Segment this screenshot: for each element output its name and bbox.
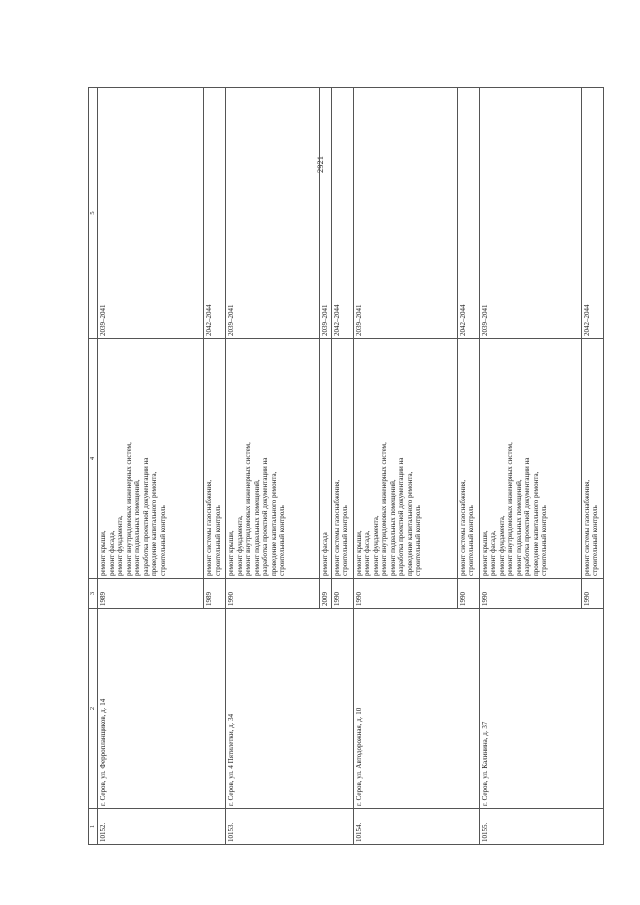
column-header-1: 1 xyxy=(89,809,98,845)
year: 1990 xyxy=(331,579,353,609)
year: 1990 xyxy=(479,579,581,609)
column-header-4: 4 xyxy=(89,339,98,579)
rotated-table-container xyxy=(88,87,600,845)
period: 2039–2041 xyxy=(479,88,581,339)
year: 1990 xyxy=(353,579,457,609)
works: ремонт крыши, ремонт фасада, ремонт фундамента, ремонт внутридомовых инженерных систем, ремонт подвальных помещений, разработка проектной документации на проведение капитального ремонта, строительный контроль xyxy=(479,339,581,579)
works: ремонт системы газоснабжения, строительный контроль xyxy=(204,339,226,579)
period: 2042–2044 xyxy=(204,88,226,339)
page-number-text: 2921 xyxy=(315,156,325,173)
address: г. Серов, ул. Автодорожная, д. 10 xyxy=(353,609,479,809)
address: г. Серов, ул. 4 Пятилетки, д. 34 xyxy=(226,609,354,809)
row-number: 10154. xyxy=(353,809,479,845)
year: 1990 xyxy=(581,579,603,609)
works: ремонт системы газоснабжения, строительный контроль xyxy=(581,339,603,579)
table-row xyxy=(98,88,204,845)
table-row xyxy=(226,88,320,845)
repair-schedule-table xyxy=(88,87,604,845)
table-row xyxy=(353,88,457,845)
column-header-2: 2 xyxy=(89,609,98,809)
works: ремонт крыши, ремонт фундамента, ремонт внутридомовых инженерных систем, ремонт подвальных помещений, разработка проектной документации на проведение капитального ремонта, строительный контроль xyxy=(226,339,320,579)
year: 1989 xyxy=(204,579,226,609)
period: 2042–2044 xyxy=(581,88,603,339)
period: 2039–2041 xyxy=(320,88,332,339)
works: ремонт системы газоснабжения, строительный контроль xyxy=(457,339,479,579)
header-row xyxy=(89,88,98,845)
row-number: 10152. xyxy=(98,809,226,845)
year: 1989 xyxy=(98,579,204,609)
row-number: 10155. xyxy=(479,809,603,845)
period: 2042–2044 xyxy=(331,88,353,339)
year: 1990 xyxy=(226,579,320,609)
row-number: 10153. xyxy=(226,809,354,845)
year: 1990 xyxy=(457,579,479,609)
works: ремонт крыши, ремонт фасада, ремонт фундамента, ремонт внутридомовых инженерных систем, ремонт подвальных помещений, разработка проектной документации на проведение капитального ремонта, строительный контроль xyxy=(353,339,457,579)
works: ремонт фасада xyxy=(320,339,332,579)
period: 2039–2041 xyxy=(353,88,457,339)
works: ремонт системы газоснабжения, строительный контроль xyxy=(331,339,353,579)
year: 2009 xyxy=(320,579,332,609)
address: г. Серов, ул. Калинина, д. 37 xyxy=(479,609,603,809)
column-header-5: 5 xyxy=(89,88,98,339)
works: ремонт крыши, ремонт фасада, ремонт фундамента, ремонт внутридомовых инженерных систем, ремонт подвальных помещений, разработка проектной документации на проведение капитального ремонта, строительный контроль xyxy=(98,339,204,579)
column-header-3: 3 xyxy=(89,579,98,609)
period: 2042–2044 xyxy=(457,88,479,339)
address: г. Серов, ул. Ферропланщиков, д. 14 xyxy=(98,609,226,809)
period: 2039–2041 xyxy=(226,88,320,339)
table-row xyxy=(479,88,581,845)
period: 2039–2041 xyxy=(98,88,204,339)
